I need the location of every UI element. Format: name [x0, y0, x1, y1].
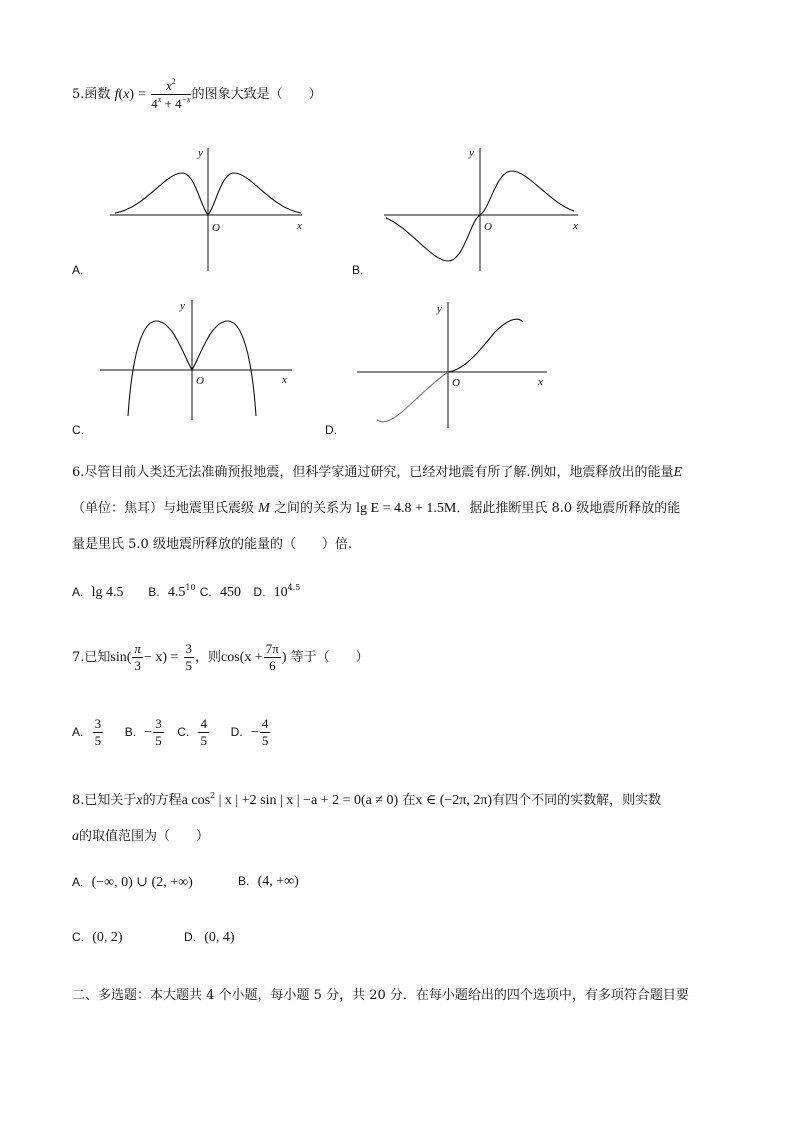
q6-option-b-base: 4.5 — [167, 585, 186, 600]
q5-num-exp: 2 — [171, 77, 176, 87]
q8-option-d-label: D. — [184, 930, 196, 944]
q7-tail: 等于（ ） — [290, 650, 369, 665]
graph-b-y-label: y — [469, 147, 474, 159]
graph-a-origin: O — [212, 222, 220, 234]
q6-line1 — [72, 461, 682, 481]
q7-c-num: 4 — [200, 716, 207, 732]
q8-a: a — [72, 829, 79, 844]
q8-mid1: 的方程 — [142, 793, 182, 808]
section2-heading: 二、多选题：本大题共 4 个小题，每小题 5 分，共 20 分．在每小题给出的四个选项中，有多项符合题目要 — [72, 988, 689, 1003]
q5-den-base2: 4 — [175, 96, 182, 111]
q7-a-num: 3 — [94, 716, 102, 732]
q5-option-a[interactable]: A. — [72, 263, 84, 277]
q8-option-d-value: (0, 4) — [204, 930, 235, 945]
q5-den-base1: 4 — [151, 96, 158, 111]
q6-option-b[interactable] — [148, 585, 195, 600]
q7-b-num: 3 — [155, 716, 162, 732]
graph-c-x-label: x — [282, 374, 287, 386]
q7-d-num: 4 — [261, 716, 269, 732]
q7-close: ) — [281, 650, 287, 665]
q7-stem — [72, 638, 369, 678]
q6-formula: lg E = 4.8 + 1.5M — [356, 501, 457, 516]
graph-b-x-label: x — [573, 220, 578, 232]
graph-d-y-label: y — [437, 303, 442, 315]
q8-lead: 8.已知关于 — [72, 793, 137, 808]
q5-num-base: x — [165, 78, 172, 94]
q8-option-b[interactable] — [238, 874, 299, 890]
q6-option-b-exp: 10 — [185, 583, 196, 592]
q5-stem: 5.函数 f(x) = $\frac{x^2}{4^x + 4^{-x}}$ 的图象大致是（ ） — [72, 77, 322, 111]
q6-line2c: ．据此推断里氏 8.0 级地震所释放的能 — [456, 501, 681, 516]
q7-minus-x: − x) = — [143, 650, 179, 665]
q5-den-exp2: −x — [181, 95, 191, 104]
q5-fraction — [151, 78, 190, 110]
graph-c-origin: O — [196, 375, 204, 387]
q5-option-b[interactable]: B. — [352, 263, 364, 277]
q8-option-c-label: C. — [72, 930, 84, 944]
q8-eq-a: a cos — [181, 793, 211, 808]
q8-x: x — [136, 793, 143, 808]
q5-graph-a — [110, 143, 310, 273]
q8-option-a-label: A. — [72, 875, 84, 889]
q5-option-d[interactable]: D. — [325, 423, 337, 437]
q6-option-d-exp: 4.5 — [287, 583, 301, 592]
q8-line2-text: 的取值范围为（ ） — [79, 829, 210, 844]
q7-option-a[interactable] — [72, 716, 104, 748]
q7-pi: π — [134, 641, 141, 657]
q5-number: 5. — [72, 87, 85, 102]
q7-c-den: 5 — [200, 733, 207, 748]
graph-d-origin: O — [452, 377, 460, 389]
q6-option-c-label: C. — [199, 585, 212, 599]
q8-line1 — [72, 789, 661, 809]
q5-x: x — [123, 87, 130, 102]
q6-option-c[interactable] — [200, 585, 241, 600]
q7-option-d[interactable] — [230, 716, 272, 748]
q8-mid2: 在 — [402, 793, 416, 808]
q7-b-den: 5 — [155, 733, 162, 748]
q7-six: 6 — [269, 658, 276, 673]
q8-options-row1 — [72, 874, 193, 891]
q7-mid: ，则 — [195, 650, 222, 665]
graph-d-curve-right — [448, 319, 523, 372]
q6-option-a-value: lg 4.5 — [91, 585, 124, 600]
q6-line1-text: 6.尽管目前人类还无法准确预报地震，但科学家通过研究，已经对地震有所了解.例如，地震释放出的能量 — [72, 465, 674, 480]
q6-option-d[interactable] — [253, 585, 300, 600]
graph-a-y-label: y — [198, 147, 203, 159]
q7-num3: 3 — [185, 641, 193, 657]
q7-b-sign: − — [144, 725, 153, 740]
q7-sin: sin( — [110, 650, 132, 665]
q6-option-a-label: A. — [72, 585, 84, 599]
q5-f: f — [114, 87, 119, 102]
q7-lead: 已知 — [84, 650, 111, 665]
q8-option-d[interactable] — [184, 930, 235, 946]
q8-option-c-value: (0, 2) — [92, 930, 123, 945]
q6-option-a[interactable] — [72, 585, 124, 600]
q5-tail: 的图象大致是（ ） — [191, 87, 322, 102]
q8-option-a[interactable] — [72, 875, 193, 890]
graph-a-x-label: x — [297, 220, 302, 232]
q8-tail: 有四个不同的实数解，则实数 — [492, 793, 662, 808]
q6-M: M — [258, 501, 270, 516]
q7-option-d-frac — [260, 717, 271, 747]
q8-eq-exp: 2 — [210, 791, 216, 800]
q5-graph-c — [98, 296, 298, 420]
q8-option-a-value: (−∞, 0) ∪ (2, +∞) — [91, 875, 193, 890]
q6-line2b: 之间的关系为 — [273, 501, 352, 516]
q7-d-den: 5 — [261, 733, 269, 748]
q7-frac-35 — [184, 642, 195, 672]
q7-three: 3 — [134, 658, 141, 673]
q5-graph-d — [355, 300, 555, 430]
q7-option-a-frac — [93, 717, 104, 747]
q7-options — [72, 712, 271, 753]
q6-option-d-base: 10 — [273, 585, 288, 600]
q8-domain: x ∈ (−2π, 2π) — [415, 793, 493, 808]
q7-d-sign: − — [250, 725, 259, 740]
q8-option-b-value: (4, +∞) — [257, 874, 299, 889]
q7-a-den: 5 — [94, 733, 102, 748]
graph-d-x-label: x — [538, 376, 543, 388]
q7-option-c-label: C. — [177, 725, 190, 739]
q8-eq-b: | x | +2 sin | x | −a + 2 = 0(a ≠ 0) — [215, 793, 399, 808]
q5-eq: = — [138, 87, 147, 102]
q6-E: E — [673, 465, 683, 480]
q8-option-c[interactable] — [72, 930, 123, 946]
q8-line2 — [72, 825, 209, 845]
q7-cos: cos(x + — [221, 650, 263, 665]
q7-option-c-frac — [198, 717, 209, 747]
q5-den-plus: + — [164, 96, 172, 111]
q7-frac-pi3 — [132, 642, 143, 672]
q5-den-exp1: x — [157, 95, 162, 104]
q6-line3: 量是里氏 5.0 级地震所释放的能量的（ ）倍. — [72, 537, 353, 552]
q7-frac-7pi6 — [264, 642, 281, 672]
q7-option-d-label: D. — [230, 725, 243, 739]
graph-b-origin: O — [484, 221, 492, 233]
q6-option-d-label: D. — [253, 585, 266, 599]
q7-number: 7. — [72, 650, 85, 665]
q7-option-c[interactable] — [177, 716, 210, 748]
q6-line2a: （单位：焦耳）与地震里氏震级 — [72, 501, 255, 516]
q6-line2 — [72, 497, 680, 517]
q5-graph-b — [380, 143, 585, 273]
q5-option-c[interactable]: C. — [72, 423, 84, 437]
graph-c-y-label: y — [180, 300, 185, 312]
q5-lead: 函数 — [84, 87, 111, 102]
graph-d-curve-left — [377, 372, 448, 422]
q7-option-a-label: A. — [72, 725, 84, 739]
q7-den5: 5 — [185, 658, 193, 673]
q6-options — [72, 583, 300, 601]
q6-option-c-value: 450 — [220, 585, 241, 600]
q6-option-b-label: B. — [148, 585, 160, 599]
q7-option-b[interactable] — [124, 716, 165, 748]
q8-option-b-label: B. — [238, 874, 250, 888]
q7-option-b-label: B. — [124, 725, 137, 739]
q7-sevenpi: 7π — [265, 641, 279, 657]
q7-option-b-frac — [153, 717, 164, 747]
